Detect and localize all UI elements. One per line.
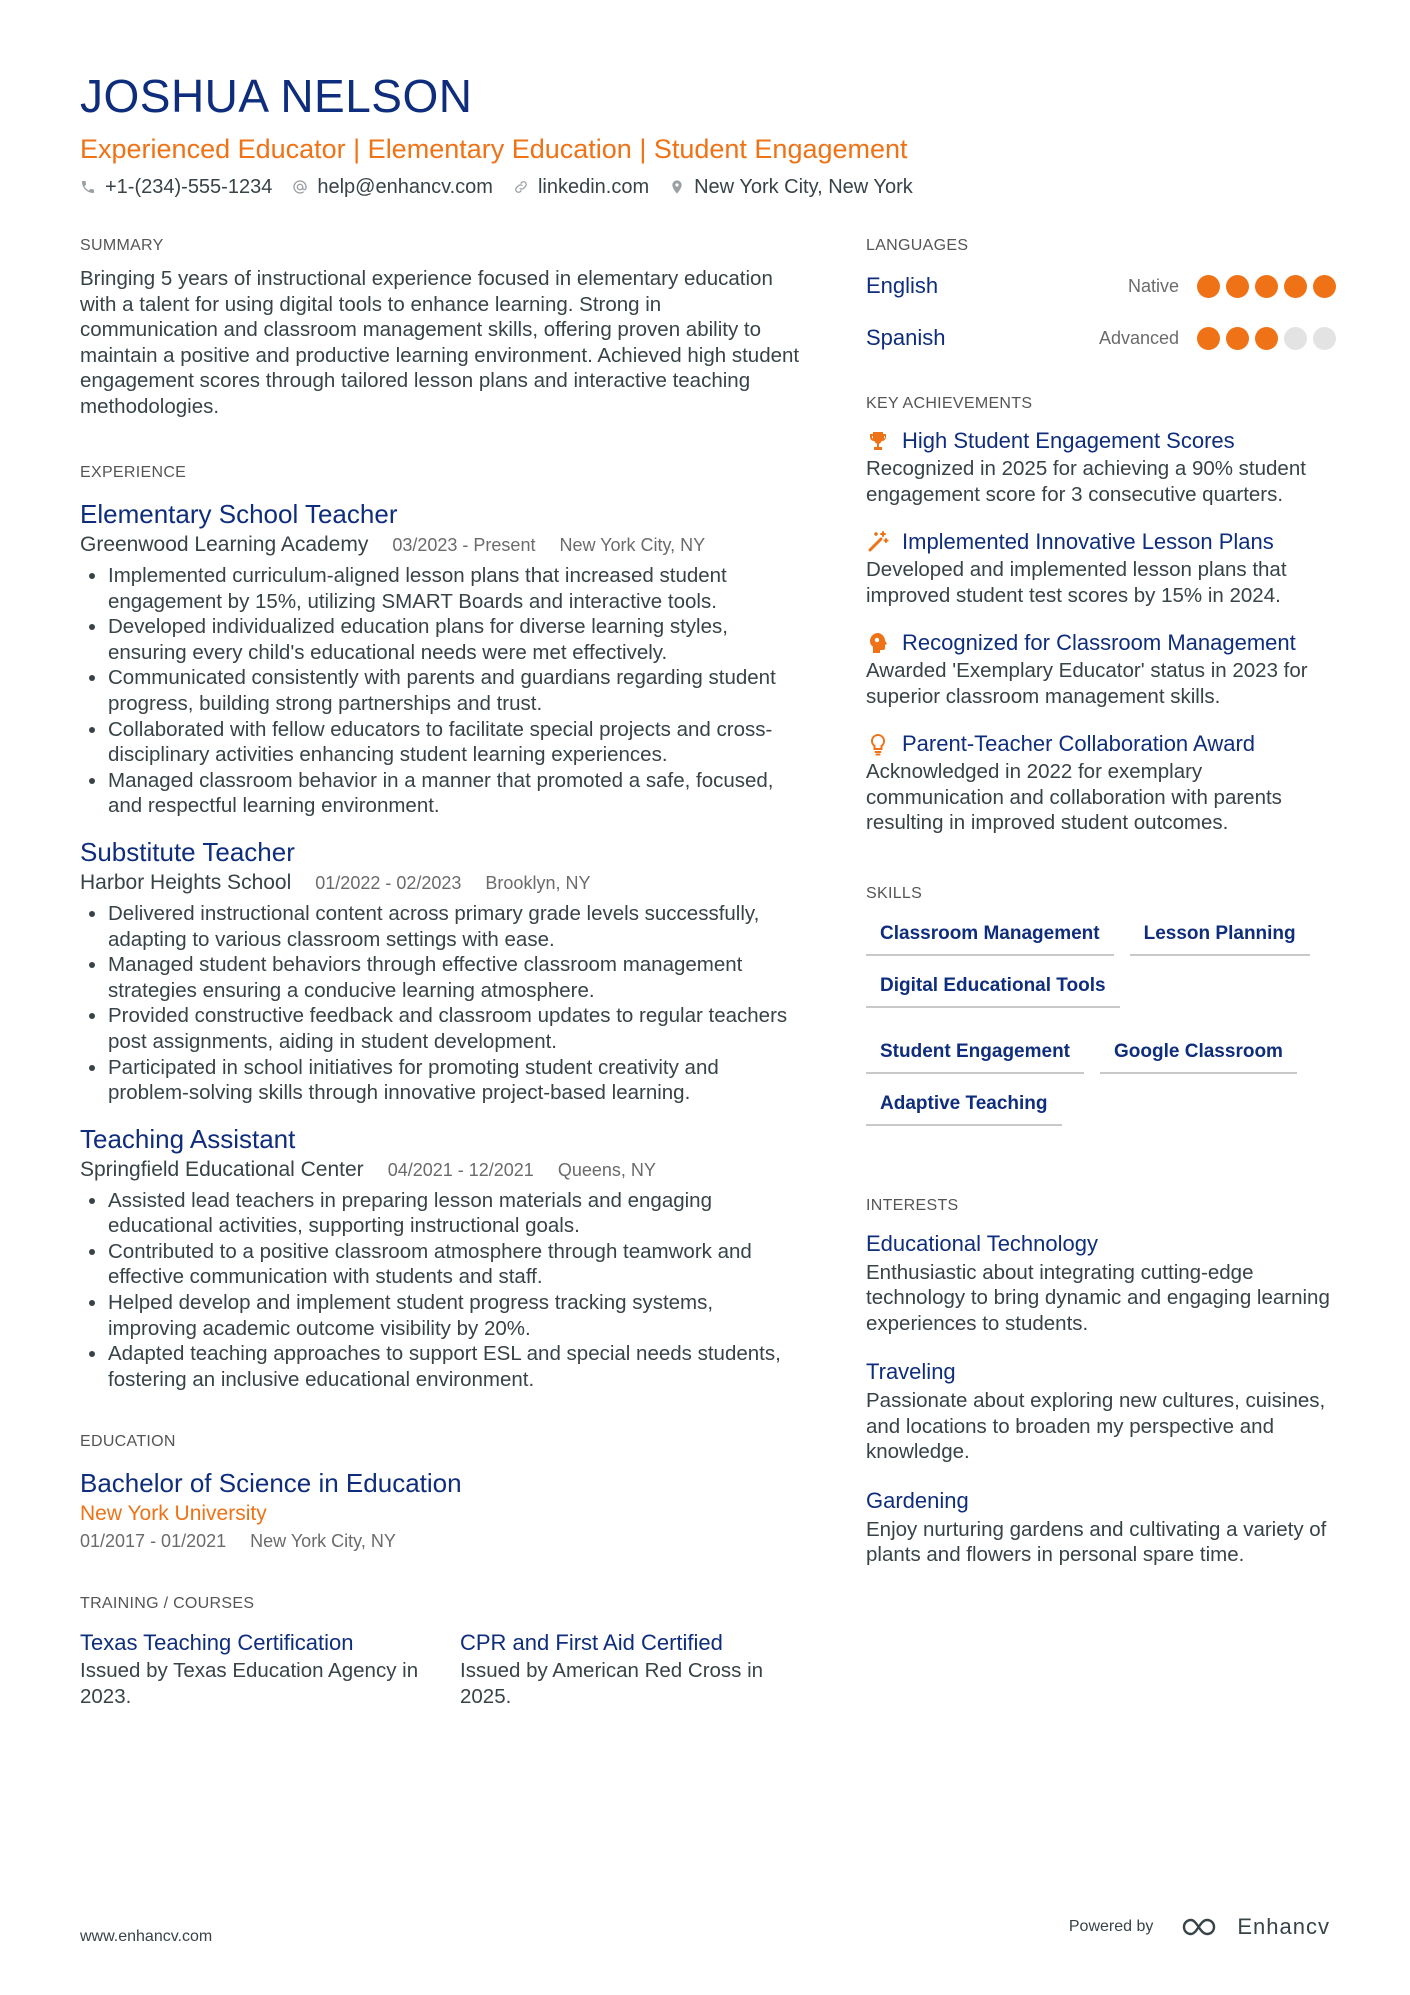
bullet: • Implemented curriculum-aligned lesson plans that increased student engagement by 15%, utilizing SMART Boards and interactive tools. xyxy=(108,563,800,614)
trophy-icon xyxy=(866,429,890,453)
headline: Experienced Educator | Elementary Education | Student Engagement xyxy=(80,134,908,164)
achievement-title: High Student Engagement Scores xyxy=(902,428,1235,453)
job-meta xyxy=(80,869,800,897)
school: New York University xyxy=(80,1502,267,1526)
rating-dot-empty xyxy=(1313,327,1336,350)
bullet: • Communicated consistently with parents and guardians regarding student progress, building strong partnerships and trust. xyxy=(108,665,800,716)
education-meta xyxy=(80,1528,800,1554)
bullet: • Developed individualized education plans for diverse learning styles, ensuring every child's educational needs were met effectively. xyxy=(108,614,800,665)
achievement-description: Recognized in 2025 for achieving a 90% student engagement score for 3 consecutive quarters. xyxy=(866,457,1306,506)
experience-item xyxy=(80,835,800,1106)
section-title: EXPERIENCE xyxy=(80,464,187,481)
skill-tag: Student Engagement xyxy=(866,1036,1084,1074)
job-bullets xyxy=(80,563,800,819)
at-icon xyxy=(292,179,308,195)
section-title: SKILLS xyxy=(866,884,923,902)
bullet: • Delivered instructional content across primary grade levels successfully, adapting to various classroom settings with ease. xyxy=(108,901,800,952)
skill-tag: Digital Educational Tools xyxy=(866,970,1120,1008)
job-meta xyxy=(80,1156,800,1184)
skill-list xyxy=(866,918,1336,1126)
language-name: English xyxy=(866,273,939,298)
job-location: New York City, NY xyxy=(559,535,706,555)
skill-tag: Classroom Management xyxy=(866,918,1114,956)
bullet: • Participated in school initiatives for promoting student creativity and problem-solving skills through innovative project-based learning. xyxy=(108,1055,800,1106)
rating-dot-filled xyxy=(1226,275,1249,298)
job-title: Teaching Assistant xyxy=(80,1123,296,1154)
achievement-head xyxy=(866,426,1336,456)
thinking-head-icon xyxy=(866,631,890,655)
company: Springfield Educational Center xyxy=(80,1157,364,1181)
achievement-title: Parent-Teacher Collaboration Award xyxy=(902,731,1256,756)
achievement-head xyxy=(866,729,1336,759)
contact-linkedin[interactable]: linkedin.com xyxy=(513,172,649,202)
course-title: Texas Teaching Certification xyxy=(80,1630,354,1656)
language-name: Spanish xyxy=(866,325,946,350)
interest-title: Traveling xyxy=(866,1359,956,1384)
powered-by-label: Powered by xyxy=(1068,1918,1154,1935)
bullet: • Collaborated with fellow educators to facilitate special projects and cross-disciplinary activities enhancing student learning experiences. xyxy=(108,717,800,768)
interest-item xyxy=(866,1228,1336,1337)
bullet: • Adapted teaching approaches to support ESL and special needs students, fostering an inclusive educational environment. xyxy=(108,1341,800,1392)
rating-dot-filled xyxy=(1197,327,1220,350)
left-column xyxy=(80,236,800,1709)
course-description: Issued by Texas Education Agency in 2023. xyxy=(80,1659,419,1708)
job-title: Substitute Teacher xyxy=(80,836,295,867)
summary-section xyxy=(80,236,800,419)
skills-section xyxy=(866,884,1336,1126)
achievement-description: Awarded 'Exemplary Educator' status in 2023 for superior classroom management skills. xyxy=(866,659,1308,708)
experience-item xyxy=(80,497,800,819)
contact-bar xyxy=(80,172,1330,202)
section-title: INTERESTS xyxy=(866,1196,959,1214)
interest-description: Passionate about exploring new cultures, cuisines, and locations to broaden my perspective and knowledge. xyxy=(866,1389,1326,1463)
phone-icon xyxy=(80,179,96,195)
job-bullets xyxy=(80,1188,800,1393)
interest-item xyxy=(866,1485,1336,1568)
skill-tag: Lesson Planning xyxy=(1130,918,1310,956)
education-section xyxy=(80,1432,800,1554)
interest-title: Gardening xyxy=(866,1487,969,1513)
achievement-description: Acknowledged in 2022 for exemplary communication and collaboration with parents resulting in improved student outcomes. xyxy=(866,760,1282,834)
bullet: • Managed student behaviors through effective classroom management strategies ensuring a conducive learning atmosphere. xyxy=(108,952,800,1003)
achievement-item xyxy=(866,426,1336,507)
job-title: Elementary School Teacher xyxy=(80,499,398,529)
right-column xyxy=(866,236,1336,1588)
interest-title: Educational Technology xyxy=(866,1230,1098,1256)
course-item xyxy=(460,1628,800,1709)
rating-dots xyxy=(1197,275,1336,298)
section-title: LANGUAGES xyxy=(866,237,969,254)
bullet: • Contributed to a positive classroom atmosphere through teamwork and effective communication with students and staff. xyxy=(108,1239,800,1290)
rating-dot-filled xyxy=(1226,327,1249,350)
course-title: CPR and First Aid Certified xyxy=(460,1630,723,1656)
achievement-item xyxy=(866,527,1336,608)
language-row xyxy=(866,260,1336,312)
interest-description: Enjoy nurturing gardens and cultivating a variety of plants and flowers in personal spare time. xyxy=(866,1517,1327,1566)
education-dates: 01/2017 - 01/2021 xyxy=(80,1531,227,1552)
company: Greenwood Learning Academy xyxy=(80,533,369,556)
lightbulb-icon xyxy=(866,732,890,756)
job-dates: 01/2022 - 02/2023 xyxy=(315,872,462,893)
job-dates: 03/2023 - Present xyxy=(392,535,536,555)
achievement-title: Implemented Innovative Lesson Plans xyxy=(902,529,1274,554)
summary-text: Bringing 5 years of instructional experience focused in elementary education with a talent for using digital tools to enhance learning. Strong in communication and classroom management skills, offering proven ability to maintain a positive and productive learning environment. Achieved high student engagement scores through tailored lesson plans and interactive teaching methodologies. xyxy=(80,267,800,418)
education-location: New York City, NY xyxy=(250,1531,396,1552)
experience-item xyxy=(80,1122,800,1393)
footer-branding xyxy=(1069,1914,1330,1940)
course-list xyxy=(80,1628,800,1709)
language-level: Native xyxy=(1127,275,1179,296)
job-location: Queens, NY xyxy=(557,1159,656,1180)
contact-phone[interactable]: +1-(234)-555-1234 xyxy=(80,172,272,202)
job-meta xyxy=(80,531,800,559)
contact-email[interactable]: help@enhancv.com xyxy=(292,172,493,202)
candidate-name: JOSHUA NELSON xyxy=(80,70,473,122)
section-title: TRAINING / COURSES xyxy=(80,1595,255,1613)
experience-section xyxy=(80,463,800,1392)
bullet: • Assisted lead teachers in preparing lesson materials and engaging educational activities, supporting instructional goals. xyxy=(108,1188,800,1239)
achievement-item xyxy=(866,729,1336,836)
header xyxy=(80,68,1330,202)
magic-wand-icon xyxy=(866,530,890,554)
rating-dots xyxy=(1197,327,1336,350)
bullet: • Provided constructive feedback and classroom updates to regular teachers post assignments, aiding in student development. xyxy=(108,1003,800,1054)
company: Harbor Heights School xyxy=(80,870,292,894)
rating-dot-empty xyxy=(1284,327,1307,350)
language-row xyxy=(866,312,1336,364)
brand-name: Enhancv xyxy=(1237,1914,1330,1939)
course-description: Issued by American Red Cross in 2025. xyxy=(460,1659,764,1708)
rating-dot-filled xyxy=(1255,327,1278,350)
interests-section xyxy=(866,1196,1336,1568)
interest-description: Enthusiastic about integrating cutting-edge technology to bring dynamic and engaging learning experiences to students. xyxy=(866,1260,1330,1335)
job-location: Brooklyn, NY xyxy=(485,872,591,893)
languages-section xyxy=(866,236,1336,364)
course-item xyxy=(80,1628,420,1709)
achievement-title: Recognized for Classroom Management xyxy=(902,630,1296,655)
achievement-item xyxy=(866,628,1336,709)
training-section xyxy=(80,1594,800,1709)
link-icon xyxy=(513,179,529,195)
achievement-description: Developed and implemented lesson plans that improved student test scores by 15% in 2024. xyxy=(866,558,1287,607)
enhancv-logo-icon xyxy=(1181,1915,1227,1939)
section-title: SUMMARY xyxy=(80,237,164,254)
rating-dot-filled xyxy=(1313,275,1336,298)
rating-dot-filled xyxy=(1284,275,1307,298)
achievements-section xyxy=(866,394,1336,836)
skill-tag: Adaptive Teaching xyxy=(866,1088,1062,1126)
bullet: • Managed classroom behavior in a manner that promoted a safe, focused, and respectful learning environment. xyxy=(108,768,800,819)
skill-tag: Google Classroom xyxy=(1100,1036,1297,1074)
job-dates: 04/2021 - 12/2021 xyxy=(387,1159,534,1180)
footer-site-link[interactable]: www.enhancv.com xyxy=(80,1928,213,1945)
achievement-head xyxy=(866,628,1336,658)
degree: Bachelor of Science in Education xyxy=(80,1468,462,1499)
bullet: • Helped develop and implement student progress tracking systems, improving academic outcome visibility by 20%. xyxy=(108,1290,800,1341)
interest-item xyxy=(866,1356,1336,1465)
section-title: EDUCATION xyxy=(80,1433,176,1451)
brand-logo[interactable] xyxy=(1181,1914,1330,1940)
achievement-head xyxy=(866,527,1336,557)
job-bullets xyxy=(80,901,800,1106)
contact-location: New York City, New York xyxy=(669,172,913,202)
section-title: KEY ACHIEVEMENTS xyxy=(866,395,1033,412)
location-pin-icon xyxy=(669,179,685,195)
rating-dot-filled xyxy=(1255,275,1278,298)
rating-dot-filled xyxy=(1197,275,1220,298)
language-level: Advanced xyxy=(1098,327,1179,348)
